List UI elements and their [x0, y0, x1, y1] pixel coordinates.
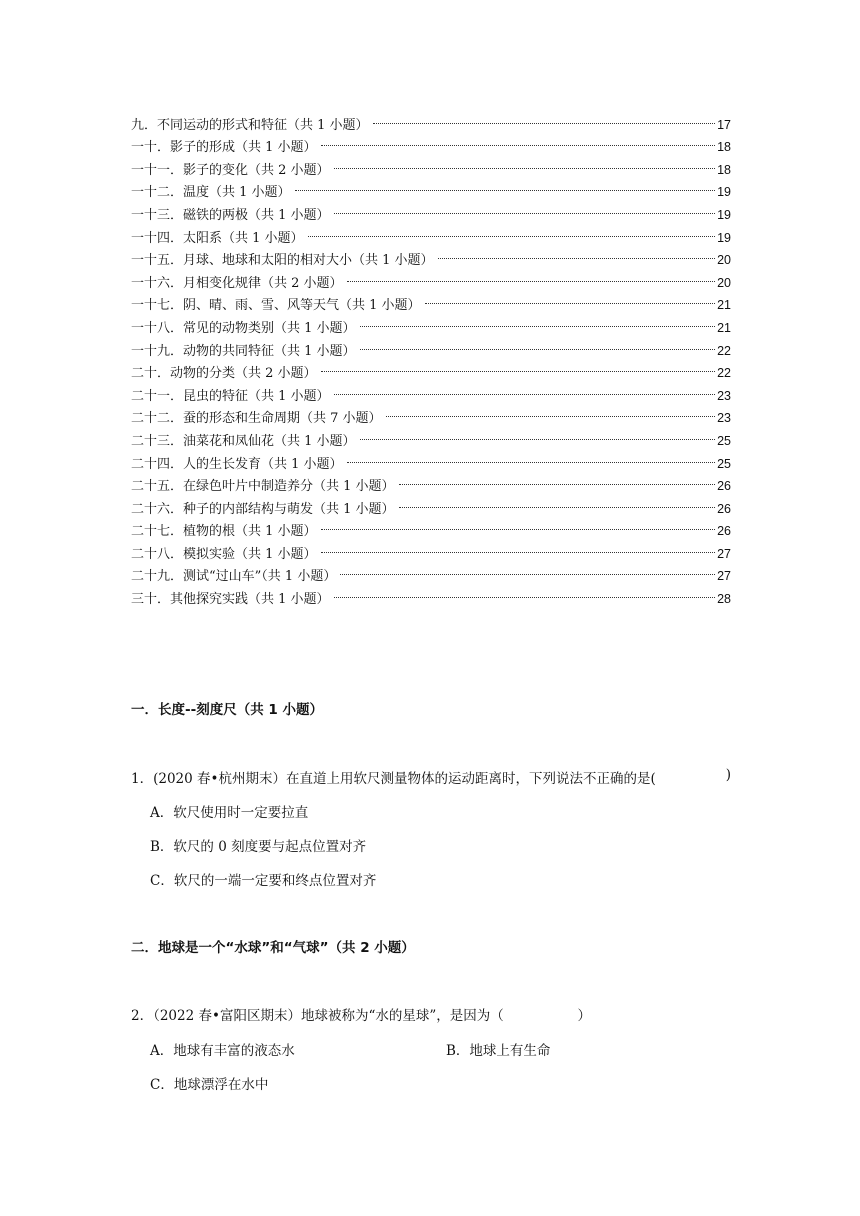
toc-entry-page-number: 19 [717, 185, 731, 200]
toc-entry-title: 一十一．影子的变化（共 2 小题） [131, 162, 330, 178]
toc-dot-leader [347, 445, 716, 468]
toc-entry-title: 一十．影子的形成（共 1 小题） [131, 140, 317, 156]
question-2-option-c: C．地球漂浮在水中 [150, 1077, 269, 1093]
toc-entry-page-number: 22 [717, 366, 731, 381]
question-1-option-a: A．软尺使用时一定要拉直 [150, 805, 309, 821]
table-of-contents [131, 106, 731, 608]
toc-entry-title: 二十八．模拟实验（共 1 小题） [131, 546, 317, 562]
toc-entry-title: 二十四．人的生长发育（共 1 小题） [131, 456, 343, 472]
toc-dot-leader [321, 129, 716, 152]
toc-dot-leader [321, 355, 716, 378]
toc-entry-page-number: 19 [717, 207, 731, 222]
toc-dot-leader [308, 219, 716, 242]
toc-entry-page-number: 25 [717, 433, 731, 448]
question-2-option-b: B．地球上有生命 [446, 1043, 551, 1059]
toc-entry-page-number: 23 [717, 388, 731, 403]
question-1 [131, 767, 731, 787]
toc-entry-title: 二十．动物的分类（共 2 小题） [131, 366, 317, 382]
question-2-answer-paren: ） [577, 1008, 591, 1024]
toc-entry-title: 一十九．动物的共同特征（共 1 小题） [131, 343, 356, 359]
toc-entry-title: 一十五．月球、地球和太阳的相对大小（共 1 小题） [131, 253, 434, 269]
toc-entry-title: 二十六．种子的内部结构与萌发（共 1 小题） [131, 501, 395, 517]
toc-entry-title: 二十七．植物的根（共 1 小题） [131, 524, 317, 540]
toc-entry-page-number: 22 [717, 343, 731, 358]
toc-entry-title: 一十三．磁铁的两极（共 1 小题） [131, 207, 330, 223]
toc-dot-leader [347, 264, 716, 287]
toc-entry-title: 一十七．阴、晴、雨、雪、风等天气（共 1 小题） [131, 298, 421, 314]
toc-entry-title: 九．不同运动的形式和特征（共 1 小题） [131, 117, 369, 133]
toc-entry-page-number: 20 [717, 253, 731, 268]
question-1-option-b: B．软尺的 0 刻度要与起点位置对齐 [150, 839, 367, 855]
toc-entry-title: 二十一．昆虫的特征（共 1 小题） [131, 388, 330, 404]
toc-dot-leader [425, 287, 716, 310]
toc-entry-page-number: 17 [717, 117, 731, 132]
question-2-option-a: A．地球有丰富的液态水 [150, 1043, 295, 1059]
toc-entry-page-number: 27 [717, 546, 731, 561]
toc-dot-leader [360, 422, 716, 445]
toc-entry-title: 一十四．太阳系（共 1 小题） [131, 230, 304, 246]
toc-entry[interactable] [131, 106, 731, 133]
section-heading-1: 一．长度--刻度尺（共 1 小题） [131, 702, 323, 718]
toc-entry-title: 一十八．常见的动物类别（共 1 小题） [131, 320, 356, 336]
question-1-option-c: C．软尺的一端一定要和终点位置对齐 [150, 873, 377, 889]
question-2 [131, 1004, 591, 1024]
toc-entry-title: 二十五．在绿色叶片中制造养分（共 1 小题） [131, 479, 395, 495]
toc-entry-page-number: 23 [717, 411, 731, 426]
toc-dot-leader [373, 106, 716, 129]
toc-entry-page-number: 18 [717, 162, 731, 177]
toc-entry-page-number: 21 [717, 320, 731, 335]
toc-dot-leader [295, 174, 716, 197]
toc-entry-title: 三十．其他探究实践（共 1 小题） [131, 592, 330, 608]
toc-dot-leader [334, 151, 716, 174]
toc-entry-title: 一十六．月相变化规律（共 2 小题） [131, 275, 343, 291]
toc-entry-page-number: 21 [717, 298, 731, 313]
toc-dot-leader [399, 490, 716, 513]
toc-entry-page-number: 19 [717, 230, 731, 245]
toc-dot-leader [438, 242, 716, 265]
toc-dot-leader [360, 309, 716, 332]
toc-entry-title: 二十九．测试“过山车”（共 1 小题） [131, 569, 337, 585]
toc-entry-page-number: 20 [717, 275, 731, 290]
toc-entry-page-number: 18 [717, 140, 731, 155]
toc-entry-title: 二十二．蚕的形态和生命周期（共 7 小题） [131, 411, 382, 427]
toc-dot-leader [340, 558, 715, 581]
toc-entry-title: 二十三．油菜花和凤仙花（共 1 小题） [131, 433, 356, 449]
question-2-stem: 2．（2022 春•富阳区期末）地球被称为“水的星球”，是因为（ [131, 1008, 504, 1024]
toc-entry-page-number: 27 [717, 569, 731, 584]
toc-dot-leader [321, 535, 716, 558]
toc-entry-page-number: 25 [717, 456, 731, 471]
toc-dot-leader [399, 468, 716, 491]
question-1-answer-paren: ) [725, 767, 731, 783]
question-1-stem: 1．(2020 春•杭州期末）在直道上用软尺测量物体的运动距离时，下列说法不正确的是( [131, 771, 656, 787]
toc-entry-page-number: 26 [717, 501, 731, 516]
toc-dot-leader [334, 377, 716, 400]
toc-dot-leader [386, 400, 716, 423]
section-heading-2: 二．地球是一个“水球”和“气球”（共 2 小题） [131, 940, 415, 956]
toc-dot-leader [321, 513, 716, 536]
toc-entry-page-number: 28 [717, 592, 731, 607]
toc-dot-leader [334, 196, 716, 219]
toc-entry-page-number: 26 [717, 524, 731, 539]
toc-dot-leader [360, 332, 716, 355]
toc-dot-leader [334, 580, 716, 603]
toc-entry-page-number: 26 [717, 479, 731, 494]
toc-entry-title: 一十二．温度（共 1 小题） [131, 185, 291, 201]
